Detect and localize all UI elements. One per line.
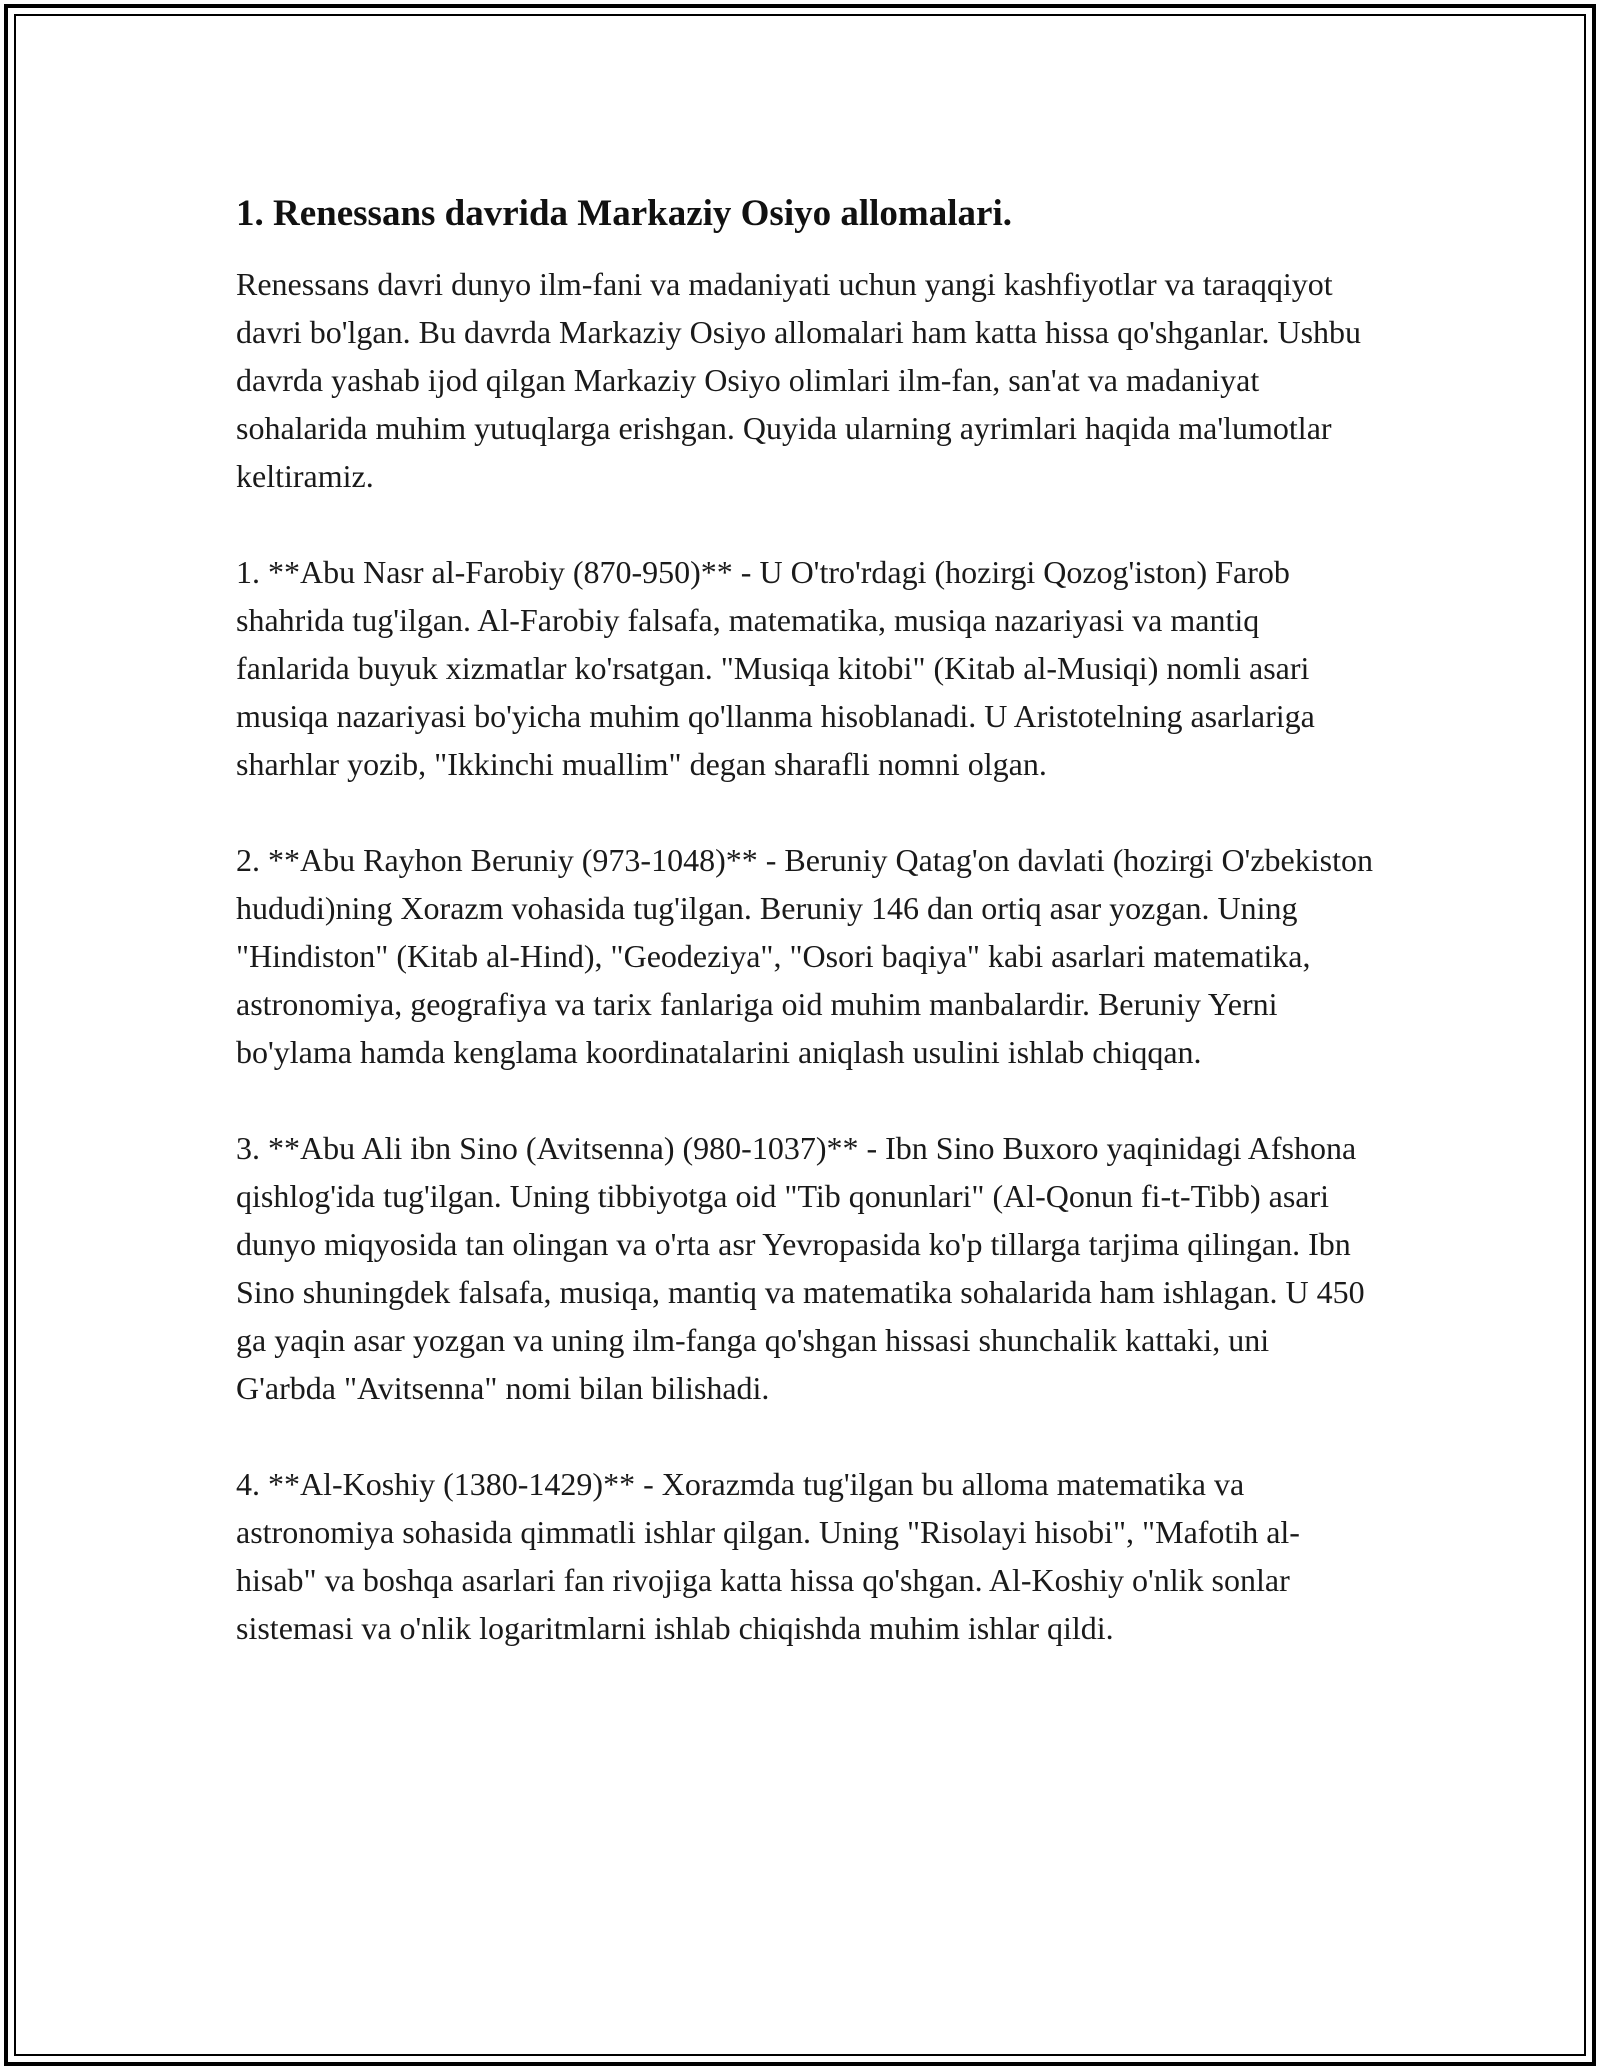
paragraph-ibn-sino: 3. **Abu Ali ibn Sino (Avitsenna) (980-1037)** - Ibn Sino Buxoro yaqinidagi Afshona qishlog'ida tug'ilgan. Uning tibbiyotga oid "Tib qonunlari" (Al-Qonun fi-t-Tibb) asari dunyo miqyosida tan olingan va o'rta asr Yevropasida ko'p tillarga tarjima qilingan. Ibn Sino shuningdek falsafa, musiqa, mantiq va matematika sohalarida ham ishlagan. U 450 ga yaqin asar yozgan va uning ilm-fanga qo'shgan hissasi shunchalik kattaki, uni G'arbda "Avitsenna" nomi bilan bilishadi. xyxy=(236,1130,1365,1406)
paragraph-beruniy: 2. **Abu Rayhon Beruniy (973-1048)** - Beruniy Qatag'on davlati (hozirgi O'zbekiston hududi)ning Xorazm vohasida tug'ilgan. Beruniy 146 dan ortiq asar yozgan. Uning "Hindiston" (Kitab al-Hind), "Geodeziya", "Osori baqiya" kabi asarlari matematika, astronomiya, geografiya va tarix fanlariga oid muhim manbalardir. Beruniy Yerni bo'ylama hamda kenglama koordinatalarini aniqlash usulini ishlab chiqqan. xyxy=(236,842,1373,1070)
paragraph-koshiy: 4. **Al-Koshiy (1380-1429)** - Xorazmda tug'ilgan bu alloma matematika va astronomiya sohasida qimmatli ishlar qilgan. Uning "Risolayi hisobi", "Mafotih al-hisab" va boshqa asarlari fan rivojiga katta hissa qo'shgan. Al-Koshiy o'nlik sonlar sistemasi va o'nlik logaritmlarni ishlab chiqishda muhim ishlar qildi. xyxy=(236,1466,1300,1646)
document-title: 1. Renessans davrida Markaziy Osiyo allomalari. xyxy=(236,193,1012,234)
document-body xyxy=(236,190,1376,1700)
intro-paragraph: Renessans davri dunyo ilm-fani va madaniyati uchun yangi kashfiyotlar va taraqqiyot davri bo'lgan. Bu davrda Markaziy Osiyo allomalari ham katta hissa qo'shganlar. Ushbu davrda yashab ijod qilgan Markaziy Osiyo olimlari ilm-fan, san'at va madaniyat sohalarida muhim yutuqlarga erishgan. Quyida ularning ayrimlari haqida ma'lumotlar keltiramiz. xyxy=(236,266,1362,494)
paragraph-farobiy: 1. **Abu Nasr al-Farobiy (870-950)** - U O'tro'rdagi (hozirgi Qozog'iston) Farob shahrida tug'ilgan. Al-Farobiy falsafa, matematika, musiqa nazariyasi va mantiq fanlarida buyuk xizmatlar ko'rsatgan. "Musiqa kitobi" (Kitab al-Musiqi) nomli asari musiqa nazariyasi bo'yicha muhim qo'llanma hisoblanadi. U Aristotelning asarlariga sharhlar yozib, "Ikkinchi muallim" degan sharafli nomni olgan. xyxy=(236,554,1315,782)
